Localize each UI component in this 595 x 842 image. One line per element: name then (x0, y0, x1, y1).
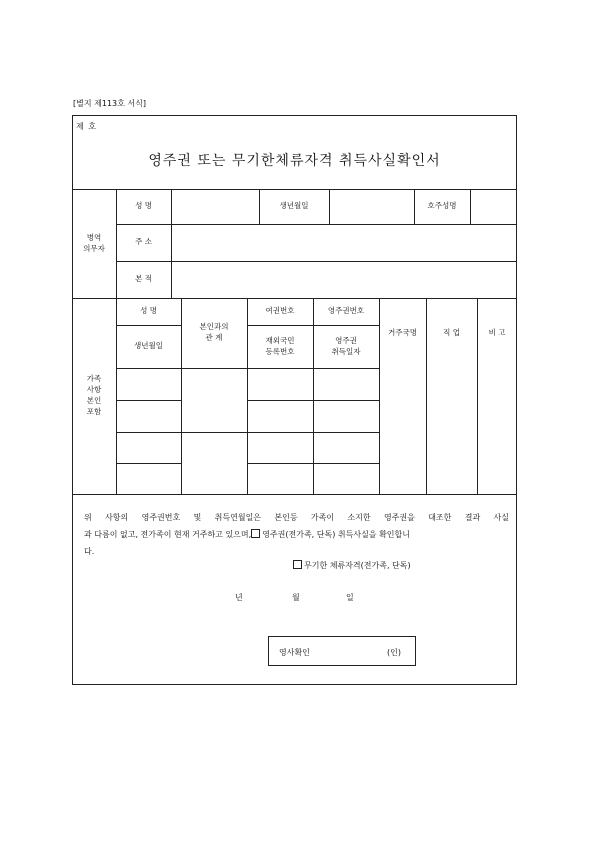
address-field[interactable] (171, 224, 517, 261)
header-bottom-line (116, 368, 379, 369)
date-month: 월 (292, 593, 300, 602)
document-number: 제 호 (76, 122, 97, 131)
birth-field[interactable] (329, 189, 414, 224)
note-label: 비 고 (488, 327, 506, 337)
row-line (116, 432, 379, 433)
row-line (247, 463, 379, 464)
family-name-label: 성 명 (140, 306, 157, 316)
form-reference: [별지 제113호 서식] (73, 99, 146, 108)
statement-line: 다. (84, 547, 95, 556)
row-line (116, 400, 181, 401)
option-pr: 영주권(전가족, 단독) 취득사실을 확인합니 (262, 530, 410, 539)
statement-line (84, 526, 509, 543)
pr-number-label: 영주권번호 (327, 306, 365, 316)
origin-field[interactable] (171, 261, 517, 298)
consul-confirmation-box[interactable] (268, 636, 416, 666)
relation-label: 본인과의 관 계 (199, 322, 229, 342)
household-head-label: 호주성명 (427, 201, 457, 211)
checkbox-pr[interactable] (251, 529, 260, 538)
family-birth-label: 생년월일 (134, 341, 163, 351)
country-label: 거주국명 (388, 327, 417, 337)
row-line (247, 400, 379, 401)
seal-mark: (인) (387, 648, 401, 657)
passport-label: 여권번호 (265, 306, 295, 316)
statement-line: 위 사항의 영주권번호 및 취득연월일은 본인등 가족이 소지한 영주권을 대조한 결과 사실 (84, 513, 509, 522)
divider-section2 (72, 494, 517, 495)
origin-label: 본 적 (135, 274, 152, 284)
option-indefinite-stay-label: 무기한 체류자격(전가족, 단독) (304, 561, 411, 570)
date-day: 일 (346, 593, 354, 602)
form-title: 영주권 또는 무기한체류자격 취득사실확인서 (148, 153, 441, 169)
checkbox-indefinite-stay[interactable] (293, 560, 302, 569)
birth-label: 생년월일 (279, 201, 309, 211)
row-line (116, 463, 181, 464)
address-label: 주 소 (135, 237, 152, 247)
section2-label: 가족 사항 본인 포함 (86, 374, 102, 416)
consul-label: 영사확인 (279, 648, 310, 657)
option-indefinite-stay (293, 560, 411, 571)
name-label: 성 명 (135, 201, 152, 211)
pr-date-label: 영주권 취득일자 (331, 335, 361, 356)
statement-line2: 과 다름이 없고, 전가족이 현재 거주하고 있으며, (84, 530, 252, 539)
household-head-field[interactable] (470, 189, 517, 224)
job-label: 직 업 (443, 327, 460, 337)
statement (84, 509, 509, 560)
name-field[interactable] (171, 189, 259, 224)
date-year: 년 (235, 593, 243, 602)
section1-label: 병역 의무자 (83, 232, 105, 253)
overseas-registration-label: 재외국민 등록번호 (265, 335, 295, 356)
